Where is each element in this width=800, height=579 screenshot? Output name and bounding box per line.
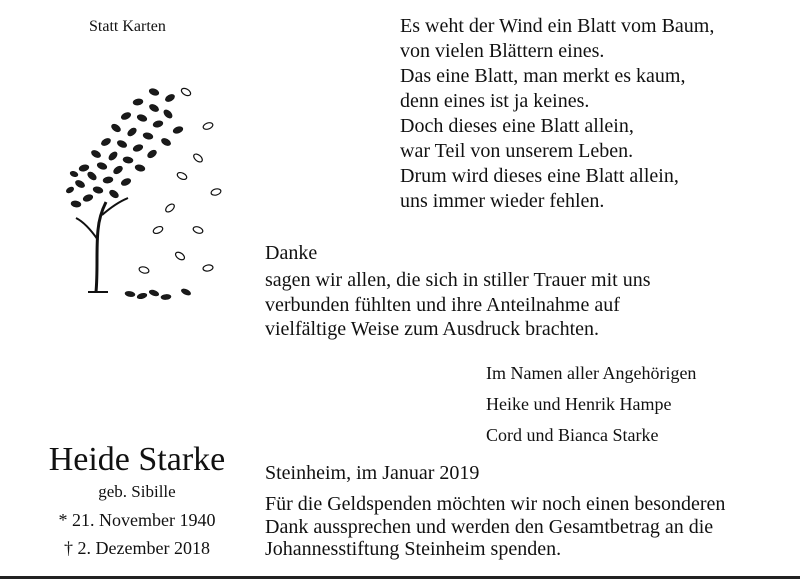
poem	[400, 14, 714, 214]
poem-line: uns immer wieder fehlen.	[400, 190, 605, 212]
deceased-name: Heide Starke	[48, 441, 226, 478]
place-date: Steinheim, im Januar 2019	[265, 462, 480, 484]
thanks-line: sagen wir allen, die sich in stiller Trauer mit uns	[265, 269, 651, 291]
statt-karten-label: Statt Karten	[89, 18, 166, 35]
birth-name: geb. Sibille	[98, 482, 176, 501]
poem-line: Drum wird dieses eine Blatt allein,	[400, 165, 679, 187]
donation-line: Für die Geldspenden möchten wir noch einen besonderen	[265, 493, 726, 515]
birth-date: * 21. November 1940	[58, 510, 216, 530]
thanks-text	[265, 268, 651, 342]
signers	[486, 358, 696, 451]
signer-line: Cord und Bianca Starke	[486, 425, 659, 445]
deceased-info	[22, 440, 252, 562]
poem-line: Das eine Blatt, man merkt es kaum,	[400, 65, 686, 87]
poem-line: war Teil von unserem Leben.	[400, 140, 634, 162]
poem-line: Es weht der Wind ein Blatt vom Baum,	[400, 15, 715, 37]
signer-line: Heike und Henrik Hampe	[486, 394, 672, 414]
donation-line: Dank aussprechen und werden den Gesamtbetrag an die	[265, 515, 714, 538]
poem-line: von vielen Blättern eines.	[400, 40, 605, 62]
tree-with-falling-leaves-icon	[58, 80, 228, 310]
poem-line: denn eines ist ja keines.	[400, 90, 590, 112]
thanks-line: verbunden fühlten und ihre Anteilnahme auf	[265, 293, 620, 316]
donation-line: Johannesstiftung Steinheim spenden.	[265, 538, 562, 560]
death-date: † 2. Dezember 2018	[64, 538, 210, 558]
thanks-line: vielfältige Weise zum Ausdruck brachten.	[265, 318, 600, 340]
poem-line: Doch dieses eine Blatt allein,	[400, 115, 634, 137]
signer-line: Im Namen aller Angehörigen	[486, 363, 697, 383]
donation-note	[265, 493, 725, 561]
thanks-title: Danke	[265, 242, 318, 264]
